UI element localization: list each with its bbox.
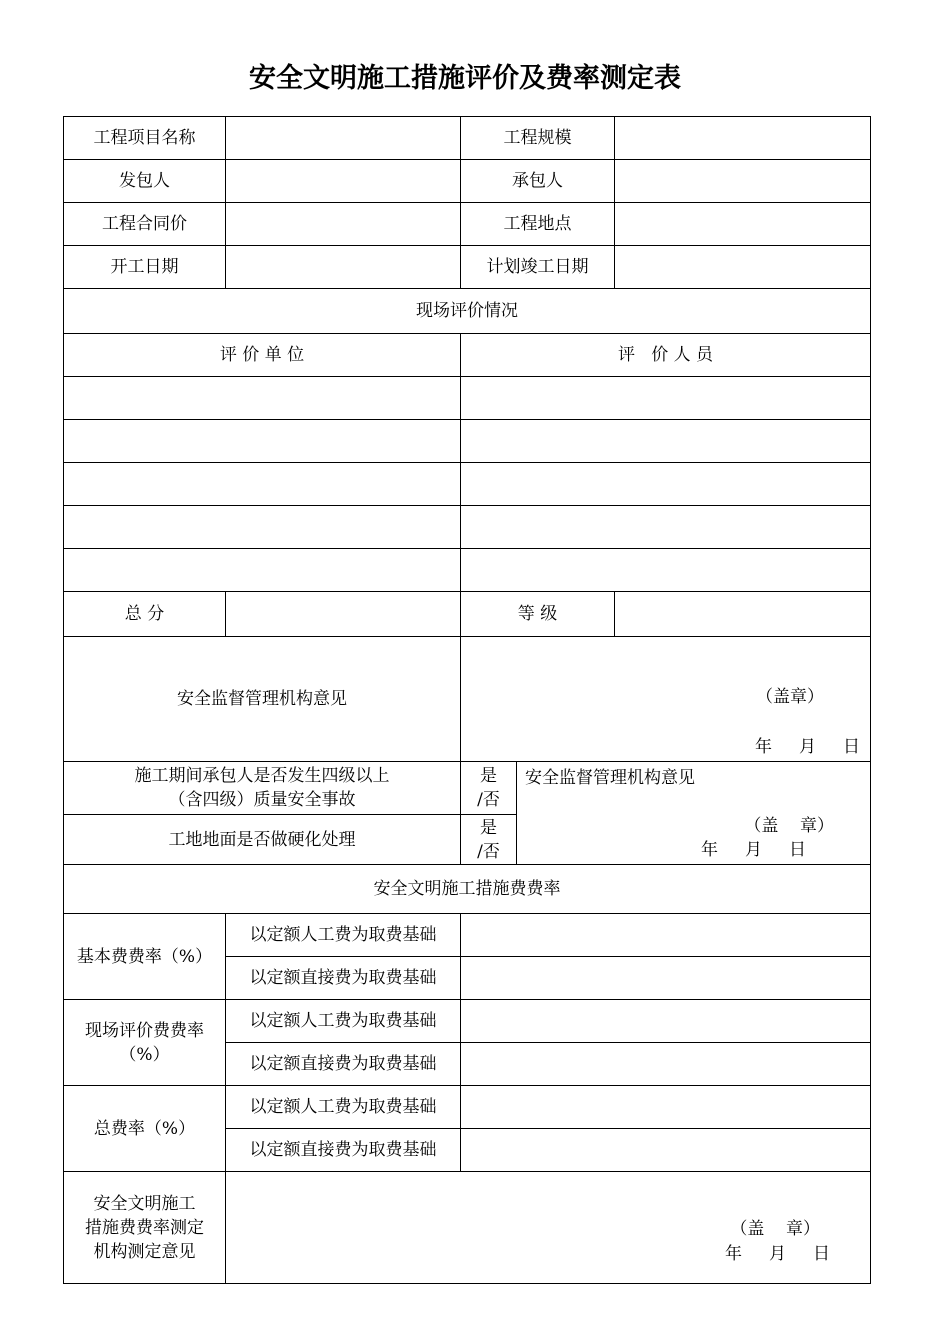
contractor-value[interactable] [615, 160, 871, 203]
accident-opinion-label: 安全监督管理机构意见 [525, 768, 695, 788]
planned-completion-value[interactable] [615, 246, 871, 289]
grade-value[interactable] [615, 592, 871, 637]
labor-basis-label: 以定额人工费为取费基础 [226, 1000, 461, 1043]
accident-opinion-cell[interactable] [517, 762, 871, 865]
rate-section-row [64, 865, 871, 914]
party-row [64, 160, 871, 203]
evaluation-section-row [64, 289, 871, 334]
unit-header: 评 价 单 位 [64, 334, 461, 377]
labor-basis-label: 以定额人工费为取费基础 [226, 914, 461, 957]
ground-question: 工地地面是否做硬化处理 [64, 815, 461, 865]
labor-basis-label: 以定额人工费为取费基础 [226, 1086, 461, 1129]
final-opinion-row [64, 1172, 871, 1284]
contract-price-value[interactable] [226, 203, 461, 246]
unit-cell[interactable] [64, 420, 461, 463]
evaluation-entry-row [64, 463, 871, 506]
site-rate-label-line2: （%） [119, 1044, 170, 1065]
evaluation-entry-row [64, 549, 871, 592]
final-label-line2: 措施费费率测定 [85, 1217, 204, 1238]
planned-completion-label: 计划竣工日期 [461, 246, 615, 289]
personnel-header: 评 价 人 员 [461, 334, 871, 377]
unit-cell[interactable] [64, 549, 461, 592]
project-scale-value[interactable] [615, 117, 871, 160]
date-text: 年 月 日 [700, 840, 806, 860]
accident-yes-no[interactable] [461, 762, 517, 815]
project-name-label: 工程项目名称 [64, 117, 226, 160]
unit-cell[interactable] [64, 506, 461, 549]
total-score-label: 总 分 [64, 592, 226, 637]
supervision-opinion-cell[interactable] [461, 637, 871, 762]
personnel-cell[interactable] [461, 506, 871, 549]
basic-rate-row [64, 914, 871, 957]
total-rate-label: 总费率（%） [64, 1086, 226, 1172]
grade-label: 等 级 [461, 592, 615, 637]
no-text: /否 [477, 790, 500, 810]
accident-question-line1: 施工期间承包人是否发生四级以上 [134, 766, 390, 786]
contract-price-label: 工程合同价 [64, 203, 226, 246]
evaluation-form-table [63, 116, 871, 1284]
project-name-value[interactable] [226, 117, 461, 160]
unit-cell[interactable] [64, 463, 461, 506]
accident-row [64, 762, 871, 815]
direct-basis-label: 以定额直接费为取费基础 [226, 1129, 461, 1172]
employer-label: 发包人 [64, 160, 226, 203]
basic-rate-label: 基本费费率（%） [64, 914, 226, 1000]
location-value[interactable] [615, 203, 871, 246]
total-rate-direct-value[interactable] [461, 1129, 871, 1172]
form-title: 安全文明施工措施评价及费率测定表 [249, 63, 681, 94]
evaluation-header-row [64, 334, 871, 377]
evaluation-entry-row [64, 377, 871, 420]
yes-text: 是 [480, 766, 497, 786]
personnel-cell[interactable] [461, 463, 871, 506]
site-rate-label [64, 1000, 226, 1086]
date-text: 年 月 日 [754, 737, 860, 757]
basic-rate-direct-value[interactable] [461, 957, 871, 1000]
site-rate-labor-value[interactable] [461, 1000, 871, 1043]
contract-row [64, 203, 871, 246]
site-rate-row [64, 1000, 871, 1043]
start-date-value[interactable] [226, 246, 461, 289]
yes-text: 是 [480, 817, 497, 838]
final-opinion-label [64, 1172, 226, 1284]
final-label-line3: 机构测定意见 [93, 1241, 196, 1262]
accident-question [64, 762, 461, 815]
start-date-label: 开工日期 [64, 246, 226, 289]
seal-text: （盖章） [756, 687, 824, 707]
date-row [64, 246, 871, 289]
employer-value[interactable] [226, 160, 461, 203]
final-label-line1: 安全文明施工 [93, 1193, 196, 1214]
supervision-opinion-label: 安全监督管理机构意见 [64, 637, 461, 762]
supervision-opinion-row [64, 637, 871, 762]
direct-basis-label: 以定额直接费为取费基础 [226, 957, 461, 1000]
score-row [64, 592, 871, 637]
total-score-value[interactable] [226, 592, 461, 637]
no-text: /否 [477, 841, 500, 862]
seal-text: （盖 章） [744, 816, 834, 836]
personnel-cell[interactable] [461, 420, 871, 463]
date-text: 年 月 日 [724, 1244, 830, 1264]
basic-rate-labor-value[interactable] [461, 914, 871, 957]
personnel-cell[interactable] [461, 549, 871, 592]
contractor-label: 承包人 [461, 160, 615, 203]
accident-question-line2: （含四级）质量安全事故 [168, 790, 356, 810]
direct-basis-label: 以定额直接费为取费基础 [226, 1043, 461, 1086]
unit-cell[interactable] [64, 377, 461, 420]
evaluation-entry-row [64, 506, 871, 549]
final-opinion-cell[interactable] [226, 1172, 871, 1284]
site-rate-direct-value[interactable] [461, 1043, 871, 1086]
location-label: 工程地点 [461, 203, 615, 246]
personnel-cell[interactable] [461, 377, 871, 420]
total-rate-labor-value[interactable] [461, 1086, 871, 1129]
evaluation-entry-row [64, 420, 871, 463]
project-scale-label: 工程规模 [461, 117, 615, 160]
ground-yes-no[interactable] [461, 815, 517, 865]
evaluation-section-title: 现场评价情况 [64, 289, 871, 334]
rate-section-title: 安全文明施工措施费费率 [64, 865, 871, 914]
site-rate-label-line1: 现场评价费费率 [85, 1020, 204, 1041]
project-name-row [64, 117, 871, 160]
total-rate-row [64, 1086, 871, 1129]
seal-text: （盖 章） [730, 1219, 820, 1239]
